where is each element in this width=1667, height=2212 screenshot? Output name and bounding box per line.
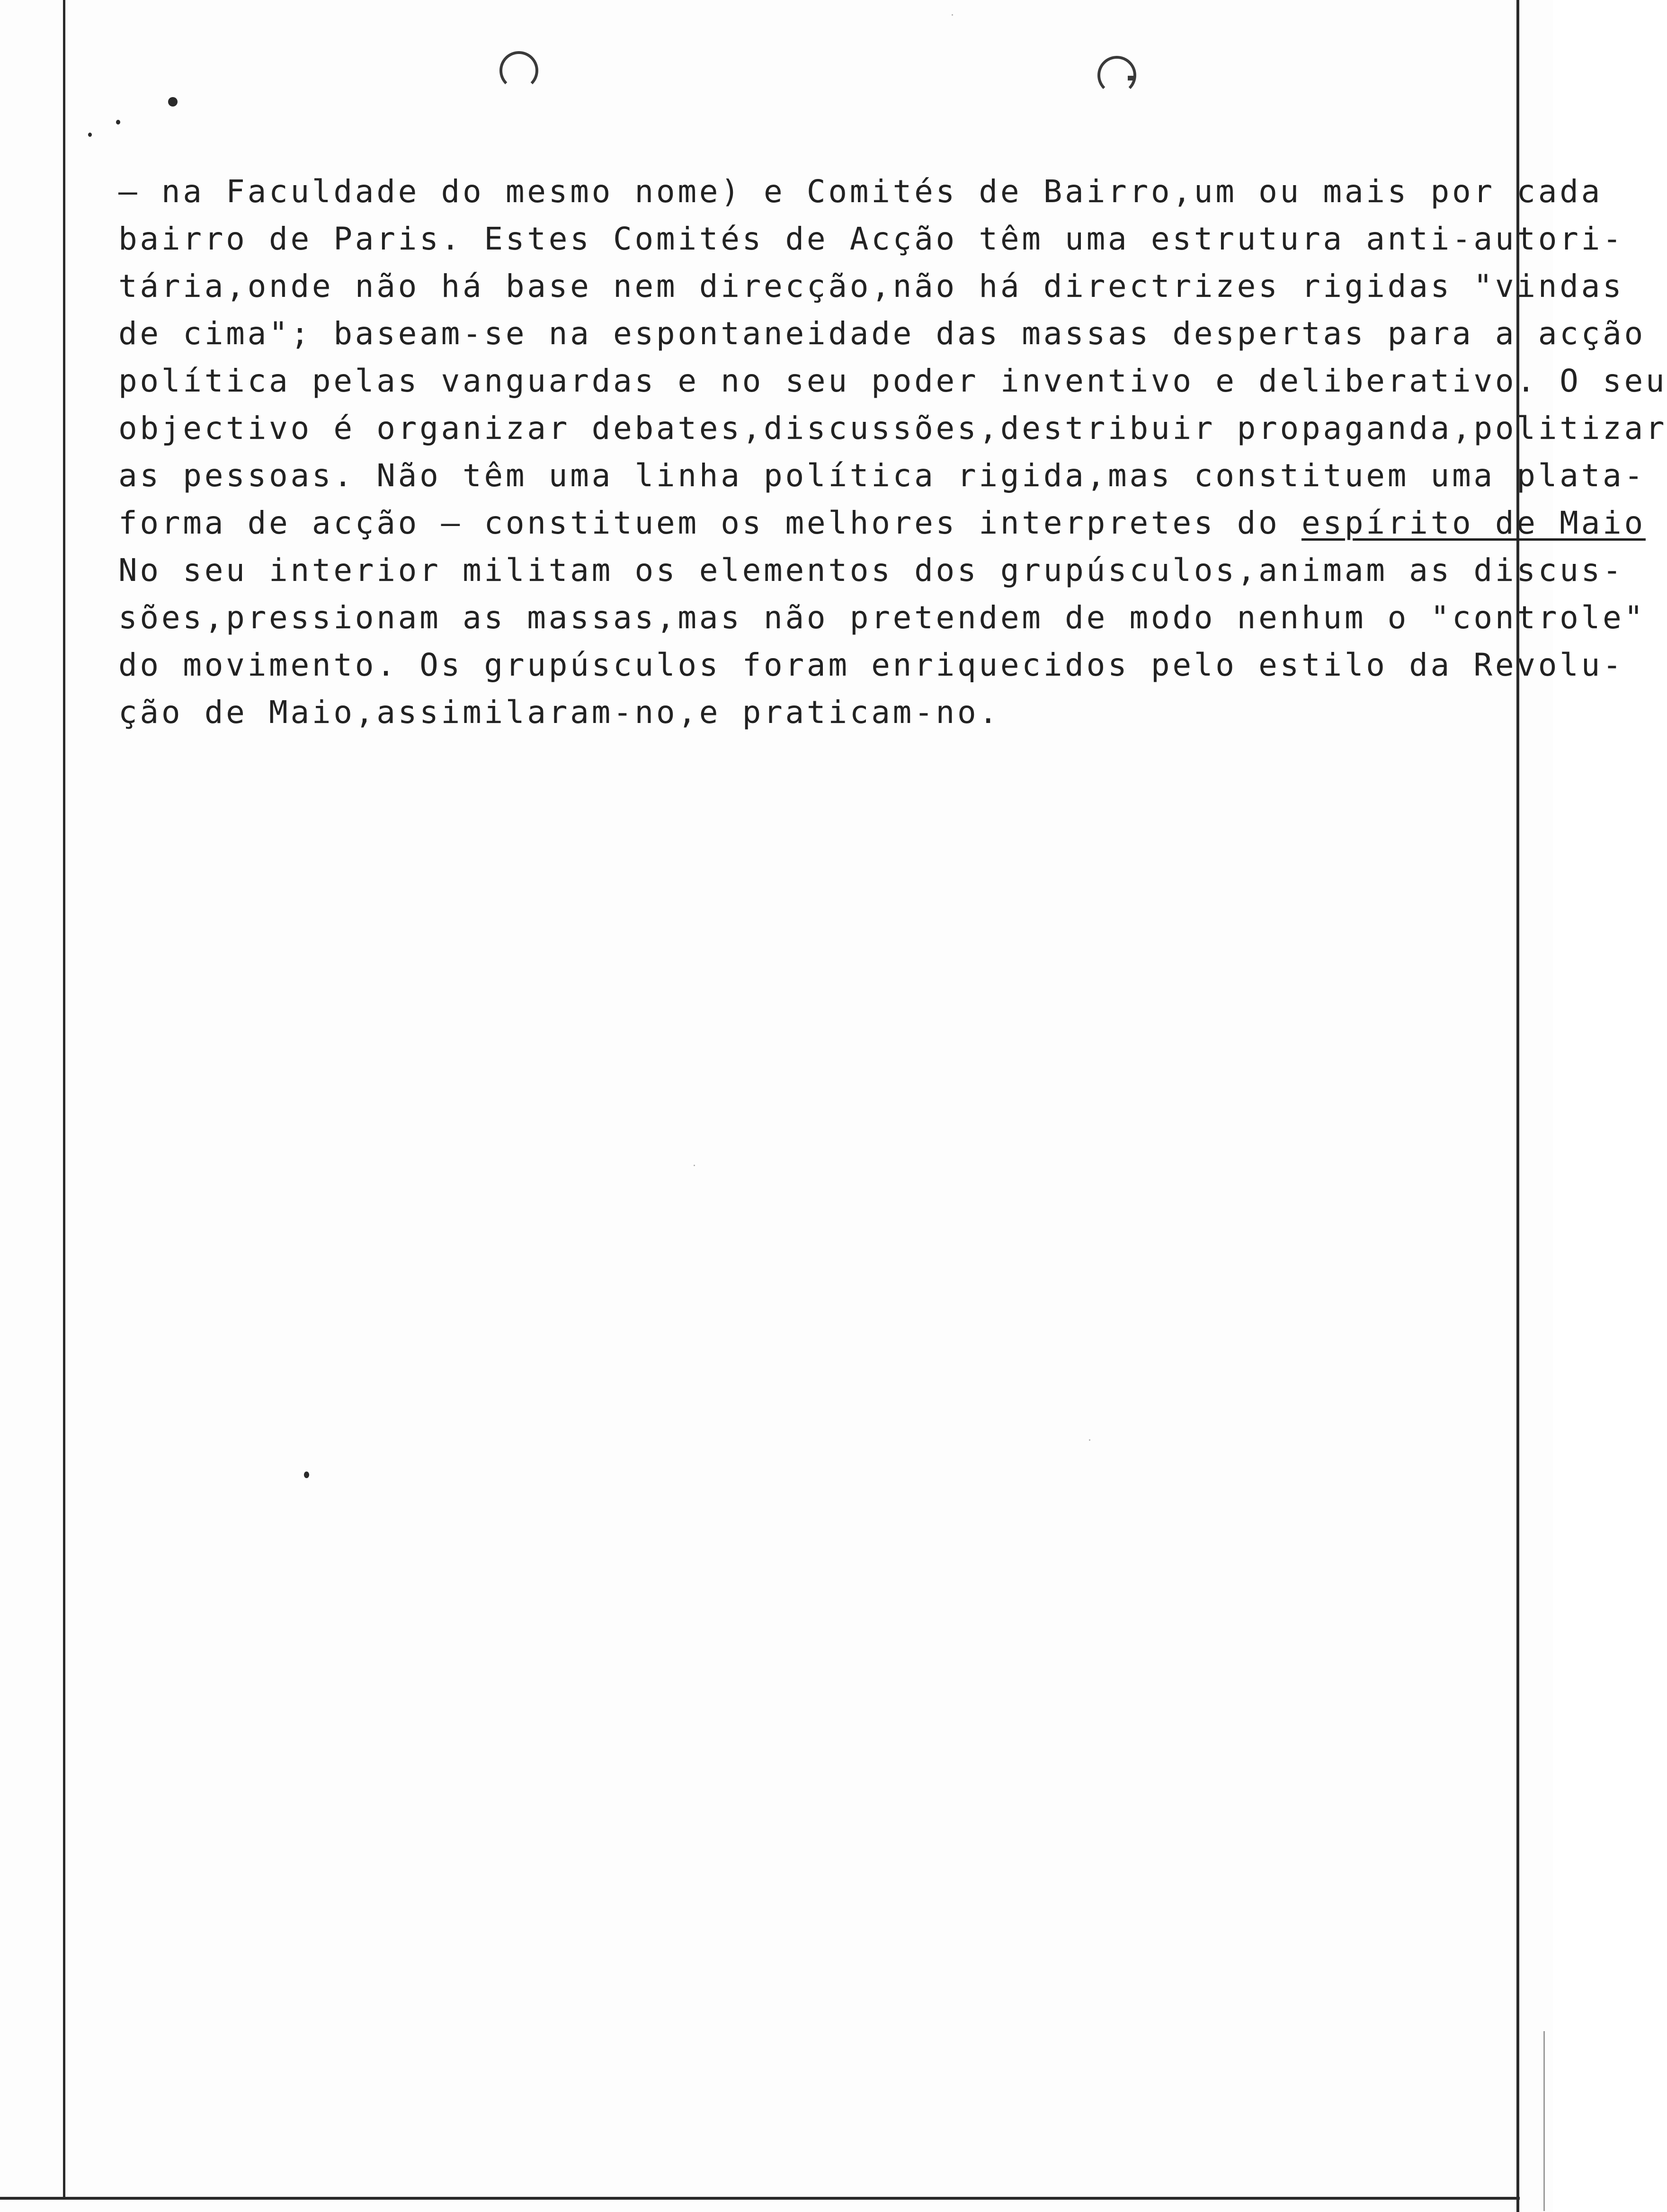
ink-speck	[952, 14, 953, 16]
text-line: — na Faculdade do mesmo nome) e Comités de Bairro,um ou mais por cada	[118, 173, 1603, 210]
text-line: objectivo é organizar debates,discussões,destribuir propaganda,politizar	[118, 410, 1667, 446]
page-bottom-edge	[0, 2197, 1520, 2200]
underlined-phrase: espírito de Maio	[1301, 505, 1646, 541]
ink-speck	[694, 1165, 695, 1166]
text-line: sões,pressionam as massas,mas não pretendem de modo nenhum o "controle"	[118, 599, 1646, 636]
text-line-with-underline	[118, 499, 1646, 547]
ink-speck	[116, 120, 120, 125]
text-line-start: forma de acção — constituem os melhores interpretes do	[118, 505, 1302, 541]
text-line: No seu interior militam os elementos dos grupúsculos,animam as discus-	[118, 552, 1624, 589]
punch-hole-right	[1097, 56, 1136, 95]
text-line: do movimento. Os grupúsculos foram enriquecidos pelo estilo da Revolu-	[118, 647, 1624, 683]
text-line: de cima"; baseam-se na espontaneidade das massas despertas para a acção	[118, 315, 1646, 352]
page-shadow-edge	[1543, 2031, 1545, 2211]
text-line: tária,onde não há base nem direcção,não há directrizes rigidas "vindas	[118, 268, 1624, 304]
ink-speck	[304, 1472, 309, 1478]
ink-speck	[1089, 1439, 1090, 1441]
typewritten-paragraph	[118, 168, 1667, 736]
punch-hole-left	[499, 51, 538, 90]
text-line: bairro de Paris. Estes Comités de Acção têm uma estrutura anti-autori-	[118, 221, 1624, 257]
ink-speck	[168, 97, 178, 107]
page-left-edge	[63, 0, 65, 2197]
text-line: ção de Maio,assimilaram-no,e praticam-no.	[118, 694, 1000, 731]
text-line: as pessoas. Não têm uma linha política rigida,mas constituem uma plata-	[118, 457, 1646, 494]
text-line: política pelas vanguardas e no seu poder inventivo e deliberativo. O seu	[118, 363, 1667, 399]
ink-speck	[88, 133, 92, 137]
